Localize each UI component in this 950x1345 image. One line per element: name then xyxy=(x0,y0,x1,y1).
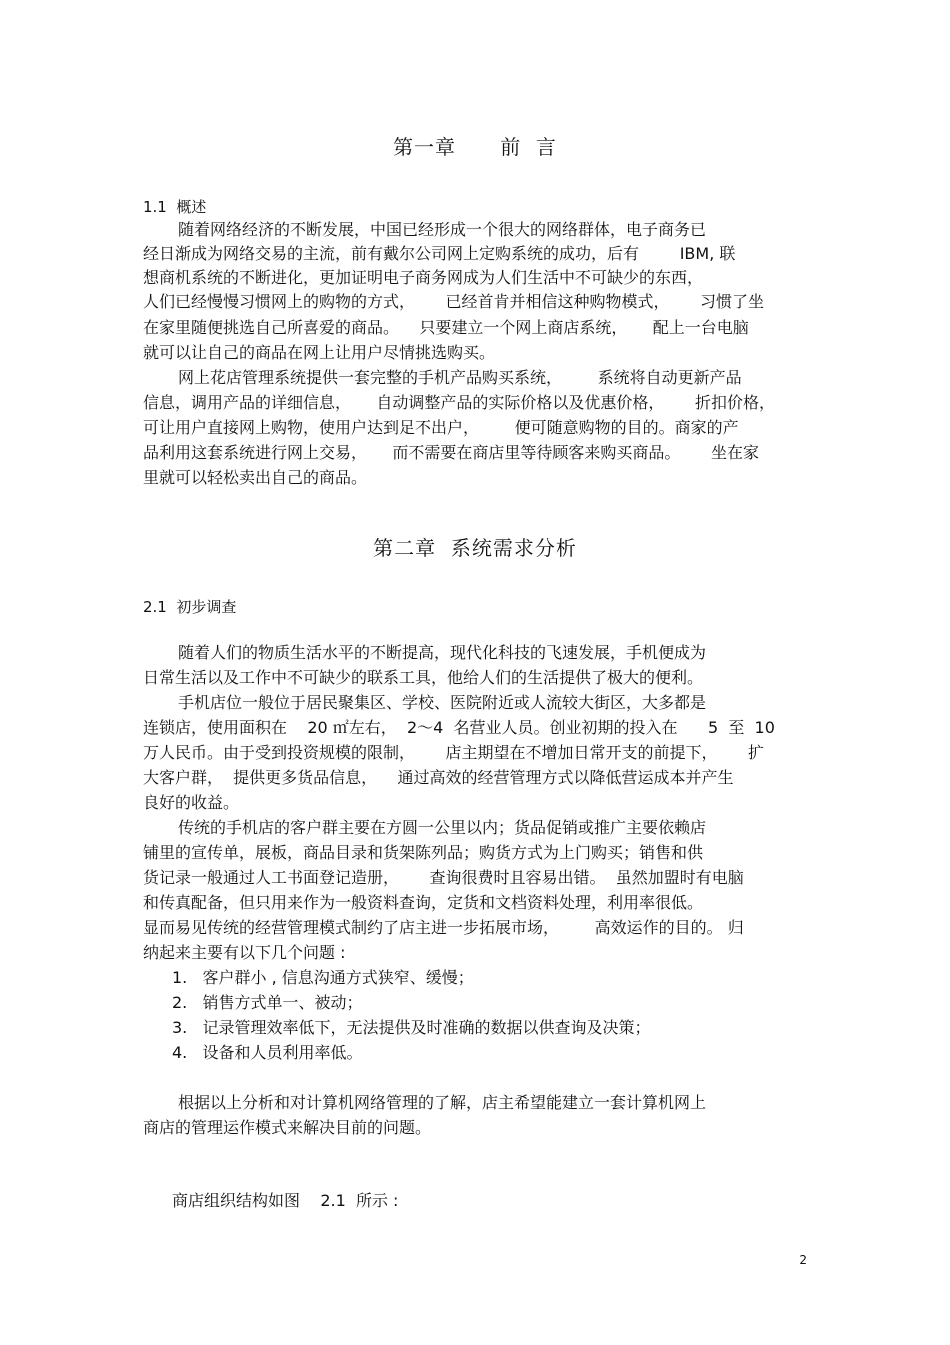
text-line: 就可以让自己的商品在网上让用户尽情挑选购买。 xyxy=(143,343,496,362)
list-item: 4. 设备和人员利用率低。 xyxy=(172,1043,363,1062)
text-line: 传统的手机店的客户群主要在方圆一公里以内；货品促销或推广主要依赖店 xyxy=(178,818,707,837)
figure-intro-text: 商店组织结构如图 2.1 所示 : xyxy=(172,1191,399,1210)
text-line: 人们已经慢慢习惯网上的购物的方式， 已经首肯并相信这种购物模式， 习惯了坐 xyxy=(143,292,765,311)
list-item: 1. 客户群小 , 信息沟通方式狭窄、缓慢； xyxy=(172,968,474,987)
text-line: 手机店位一般位于居民聚集区、学校、医院附近或人流较大街区，大多都是 xyxy=(178,693,707,712)
text-line: 随着人们的物质生活水平的不断提高，现代化科技的飞速发展，手机便成为 xyxy=(178,643,707,662)
text-line: 可让用户直接网上购物，使用户达到足不出户， 便可随意购物的目的。商家的产 xyxy=(143,418,739,437)
text-line: 和传真配备，但只用来作为一般资料查询，定货和文档资料处理，利用率很低。 xyxy=(143,893,704,912)
text-line: 商店的管理运作模式来解决目前的问题。 xyxy=(143,1118,432,1137)
list-item: 3. 记录管理效率低下，无法提供及时准确的数据以供查询及决策； xyxy=(172,1018,651,1037)
text-line: 品利用这套系统进行网上交易， 而不需要在商店里等待顾客来购买商品。 坐在家 xyxy=(143,443,759,462)
text-line: 想商机系统的不断进化，更加证明电子商务网成为人们生活中不可缺少的东西， xyxy=(143,268,704,287)
section-2-1-heading: 2.1 初步调查 xyxy=(143,598,237,616)
text-line: 在家里随便挑选自己所喜爱的商品。 只要建立一个网上商店系统， 配上一台电脑 xyxy=(143,318,749,337)
text-line: 良好的收益。 xyxy=(143,793,240,812)
text-line: 大客户群， 提供更多货品信息， 通过高效的经营管理方式以降低营运成本并产生 xyxy=(143,768,734,787)
text-line: 信息，调用产品的详细信息， 自动调整产品的实际价格以及优惠价格， 折扣价格， xyxy=(143,393,775,412)
text-line: 万人民币。由于受到投资规模的限制， 店主期望在不增加日常开支的前提下， 扩 xyxy=(143,743,765,762)
text-line: 铺里的宣传单，展板，商品目录和货架陈列品；购货方式为上门购买；销售和供 xyxy=(143,843,704,862)
text-line: 网上花店管理系统提供一套完整的手机产品购买系统， 系统将自动更新产品 xyxy=(178,368,742,387)
text-line: 经日渐成为网络交易的主流，前有戴尔公司网上定购系统的成功，后有 IBM, 联 xyxy=(143,244,736,263)
text-line: 连锁店，使用面积在 20 ㎡左右， 2～4 名营业人员。创业初期的投入在 5 至 10 xyxy=(143,718,775,737)
text-line: 根据以上分析和对计算机网络管理的了解，店主希望能建立一套计算机网上 xyxy=(178,1093,707,1112)
chapter-1-title: 第一章 前 言 xyxy=(393,135,557,159)
page-number: 2 xyxy=(799,1253,807,1267)
section-1-1-heading: 1.1 概述 xyxy=(143,198,207,216)
list-item: 2. 销售方式单一、被动； xyxy=(172,993,363,1012)
text-line: 货记录一般通过人工书面登记造册， 查询很费时且容易出错。 虽然加盟时有电脑 xyxy=(143,868,744,887)
text-line: 显而易见传统的经营管理模式制约了店主进一步拓展市场， 高效运作的目的。 归 xyxy=(143,918,744,937)
text-line: 里就可以轻松卖出自己的商品。 xyxy=(143,468,368,487)
text-line: 日常生活以及工作中不可缺少的联系工具，他给人们的生活提供了极大的便利。 xyxy=(143,668,704,687)
chapter-2-title: 第二章 系统需求分析 xyxy=(373,536,577,560)
text-line: 纳起来主要有以下几个问题 : xyxy=(143,943,346,962)
text-line: 随着网络经济的不断发展，中国已经形成一个很大的网络群体，电子商务已 xyxy=(178,220,707,239)
